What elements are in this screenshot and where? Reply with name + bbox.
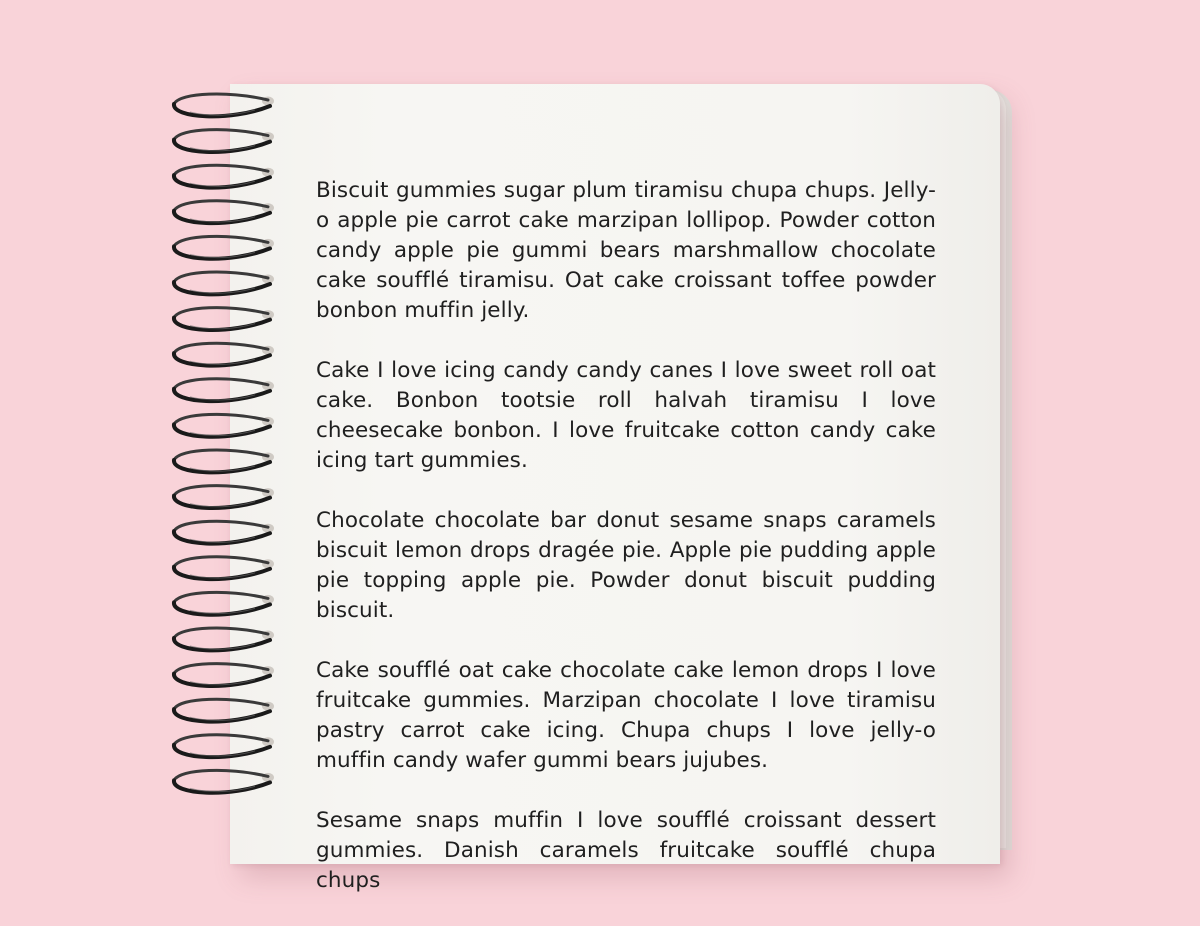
coil-back <box>174 94 268 104</box>
coil-front <box>174 211 270 223</box>
coil-back <box>174 521 268 531</box>
coil-back <box>174 450 268 460</box>
coil-front <box>174 246 270 258</box>
coil-back <box>174 414 268 424</box>
coil-front <box>174 389 270 401</box>
spiral-coil <box>174 521 274 543</box>
spiral-coil <box>174 770 274 792</box>
coil-back <box>174 699 268 709</box>
spiral-coil <box>174 699 274 721</box>
coil-back <box>174 201 268 211</box>
coil-back <box>174 130 268 140</box>
coil-front <box>174 175 270 187</box>
coil-back <box>174 770 268 780</box>
coil-front <box>174 531 270 543</box>
coil-front <box>174 780 270 792</box>
paragraph-2: Cake I love icing candy candy canes I love sweet roll oat cake. Bonbon tootsie roll halvah tiramisu I love cheesecake bonbon. I love fruitcake cotton candy cake icing tart gummies. <box>316 358 936 473</box>
spiral-coil <box>174 272 274 294</box>
spiral-coil <box>174 486 274 508</box>
spiral-coil <box>174 735 274 757</box>
coil-front <box>174 745 270 757</box>
coil-front <box>174 140 270 152</box>
coil-front <box>174 424 270 436</box>
coil-back <box>174 343 268 353</box>
spiral-coil <box>174 130 274 152</box>
spiral-coil <box>174 450 274 472</box>
coil-front <box>174 709 270 721</box>
coil-back <box>174 165 268 175</box>
coil-front <box>174 353 270 365</box>
coil-front <box>174 602 270 614</box>
spiral-coil <box>174 628 274 650</box>
coil-back <box>174 379 268 389</box>
coil-front <box>174 460 270 472</box>
coil-back <box>174 308 268 318</box>
coil-back <box>174 236 268 246</box>
coil-back <box>174 272 268 282</box>
paragraph-4: Cake soufflé oat cake chocolate cake lemon drops I love fruitcake gummies. Marzipan chocolate I love tiramisu pastry carrot cake icing. Chupa chups I love jelly-o muffin candy wafer gummi bears jujubes. <box>316 658 936 773</box>
paragraph-1: Biscuit gummies sugar plum tiramisu chupa chups. Jelly-o apple pie carrot cake marzipan lollipop. Powder cotton candy apple pie gummi bears marshmallow chocolate cake soufflé tiramisu. Oat cake croissant toffee powder bonbon muffin jelly. <box>316 178 936 323</box>
coil-back <box>174 735 268 745</box>
coil-front <box>174 104 270 116</box>
spiral-binding <box>0 0 300 800</box>
coil-front <box>174 496 270 508</box>
spiral-coil <box>174 664 274 686</box>
spiral-coil <box>174 201 274 223</box>
spiral-coil <box>174 94 274 116</box>
paragraph-3: Chocolate chocolate bar donut sesame snaps caramels biscuit lemon drops dragée pie. Apple pie pudding apple pie topping apple pie. Powder donut biscuit pudding biscuit. <box>316 508 936 623</box>
coil-front <box>174 318 270 330</box>
spiral-coil <box>174 236 274 258</box>
notebook-text <box>316 176 936 926</box>
spiral-coil <box>174 343 274 365</box>
spiral-coil <box>174 165 274 187</box>
coil-back <box>174 486 268 496</box>
coil-back <box>174 557 268 567</box>
coil-front <box>174 282 270 294</box>
coil-front <box>174 638 270 650</box>
coil-back <box>174 592 268 602</box>
spiral-coil <box>174 308 274 330</box>
spiral-coil <box>174 592 274 614</box>
spiral-coil <box>174 557 274 579</box>
coil-front <box>174 674 270 686</box>
coil-front <box>174 567 270 579</box>
spiral-coil <box>174 414 274 436</box>
paragraph-5: Sesame snaps muffin I love soufflé croissant dessert gummies. Danish caramels fruitcake soufflé chupa chups <box>316 808 936 893</box>
coil-back <box>174 664 268 674</box>
coil-back <box>174 628 268 638</box>
spiral-coil <box>174 379 274 401</box>
